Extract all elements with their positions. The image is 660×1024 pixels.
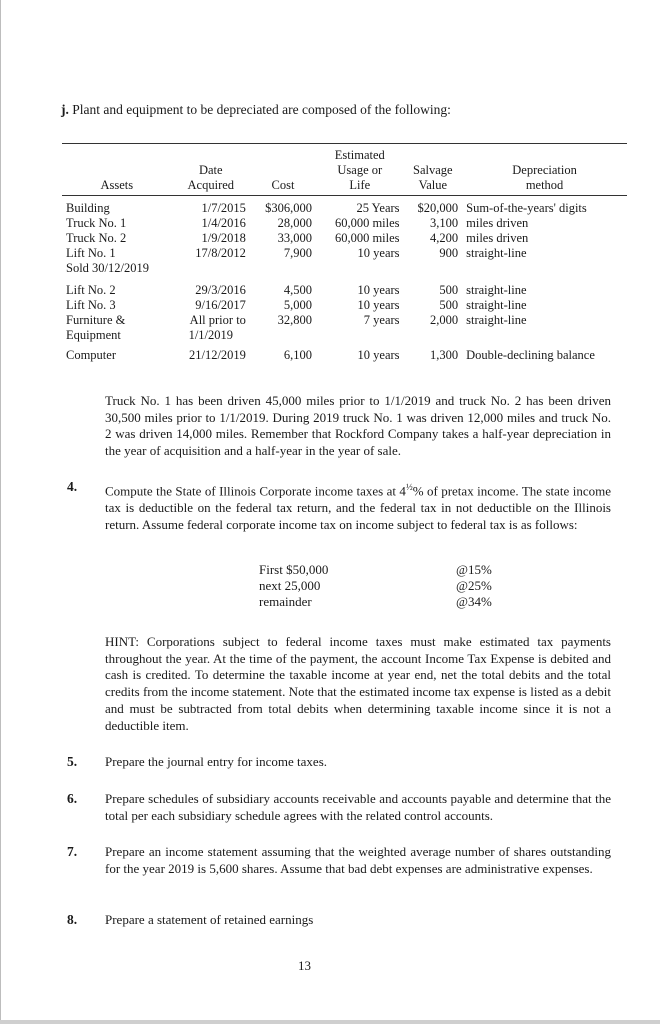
header-assets: Assets bbox=[62, 144, 172, 196]
cell-salvage bbox=[404, 261, 463, 276]
cell-life: 60,000 miles bbox=[334, 216, 400, 230]
cell-cost: 28,000 bbox=[277, 216, 313, 230]
section-j-heading bbox=[61, 102, 451, 118]
cell-life: 7 years bbox=[363, 313, 400, 327]
cell-salvage: 1,300 bbox=[430, 348, 459, 362]
item-number: 8. bbox=[67, 912, 78, 927]
cell-cost: 7,900 bbox=[283, 246, 313, 260]
cell-cost bbox=[250, 261, 316, 276]
header-life: Estimated Usage or Life bbox=[316, 144, 403, 196]
bracket-label: First $50,000 bbox=[259, 562, 329, 577]
item-5-text: Prepare the journal entry for income taxes. bbox=[105, 754, 327, 769]
item-7-text: Prepare an income statement assuming that the weighted average number of shares outstanding for the year 2019 is 5,600 shares. Assume that bad debt expenses are administrative expenses. bbox=[105, 844, 611, 876]
cell-method: miles driven bbox=[466, 231, 529, 245]
table-row bbox=[62, 343, 627, 363]
table-row bbox=[62, 313, 627, 328]
assets-table bbox=[62, 143, 627, 363]
cell-date: 1/7/2015 bbox=[201, 201, 246, 215]
cell-method: miles driven bbox=[466, 216, 529, 230]
cell-salvage: 2,000 bbox=[430, 313, 459, 327]
truck-paragraph: Truck No. 1 has been driven 45,000 miles prior to 1/1/2019 and truck No. 2 has been driven 30,500 miles prior to 1/1/2019. During 2019 truck No. 1 was driven 12,000 miles and truck No. 2 was driven 14,000 miles. Remember that Rockford Company takes a half-year depreciation in the year of acquisition and a half-year in the year of sale. bbox=[105, 393, 611, 459]
hint-paragraph: HINT: Corporations subject to federal income taxes must make estimated tax payments throughout the year. At the time of the payment, the account Income Tax Expense is debited and cash is credited. To determine the taxable income at year end, net the total debits and the total credits from the income statement. Note that the estimated income tax expense is listed as a debit and must be subtracted from total debits when determining taxable income since it is not a deductible item. bbox=[105, 634, 611, 733]
cell-cost bbox=[250, 328, 316, 343]
cell-asset: Building bbox=[66, 201, 110, 215]
cell-date: 1/9/2018 bbox=[201, 231, 246, 245]
item-4-text: Compute the State of Illinois Corporate income taxes at $4^{\frac{1}{2}}\%$ of pretax income. The state income tax is deductible on the federal tax return, and the federal tax in not deductible on the Illinois return. Assume federal corporate income tax on income subject to federal tax is as follows: bbox=[105, 482, 611, 532]
cell-asset: Lift No. 2 bbox=[66, 283, 116, 297]
header-method: Depreciation method bbox=[462, 144, 627, 196]
cell-life: 10 years bbox=[357, 348, 400, 362]
cell-date: 21/12/2019 bbox=[188, 348, 246, 362]
cell-asset: Equipment bbox=[66, 328, 121, 342]
table-row bbox=[62, 298, 627, 313]
header-date: Date Acquired bbox=[172, 144, 250, 196]
cell-method bbox=[462, 328, 627, 343]
cell-salvage: 500 bbox=[439, 283, 459, 297]
cell-life: 10 years bbox=[357, 283, 400, 297]
item-number: 6. bbox=[67, 791, 78, 806]
section-text: Plant and equipment to be depreciated are composed of the following: bbox=[72, 102, 451, 117]
cell-date: 1/1/2019 bbox=[188, 328, 234, 342]
cell-asset: Computer bbox=[66, 348, 116, 362]
table-row bbox=[62, 276, 627, 298]
table-row bbox=[62, 246, 627, 261]
cell-cost: 5,000 bbox=[283, 298, 313, 312]
cell-life bbox=[316, 261, 403, 276]
cell-cost: 33,000 bbox=[277, 231, 313, 245]
cell-salvage: 500 bbox=[439, 298, 459, 312]
cell-salvage: $20,000 bbox=[417, 201, 459, 215]
cell-asset: Truck No. 2 bbox=[66, 231, 127, 245]
table-row bbox=[62, 231, 627, 246]
cell-date: 17/8/2012 bbox=[195, 246, 246, 260]
cell-asset: Lift No. 3 bbox=[66, 298, 116, 312]
table-row bbox=[62, 196, 627, 217]
cell-cost: $306,000 bbox=[265, 201, 313, 215]
cell-method: straight-line bbox=[466, 283, 527, 297]
cell-salvage: 4,200 bbox=[430, 231, 459, 245]
bracket-rate: @15% bbox=[456, 562, 492, 577]
table-header-row bbox=[62, 144, 627, 196]
header-cost: Cost bbox=[250, 144, 316, 196]
table-row bbox=[62, 261, 627, 276]
table-row bbox=[62, 216, 627, 231]
cell-date: 1/4/2016 bbox=[201, 216, 246, 230]
item-number: 4. bbox=[67, 479, 78, 494]
cell-life: 25 Years bbox=[356, 201, 400, 215]
item-8-text: Prepare a statement of retained earnings bbox=[105, 912, 314, 927]
cell-date bbox=[172, 261, 250, 276]
cell-date: 29/3/2016 bbox=[195, 283, 246, 297]
cell-cost: 6,100 bbox=[283, 348, 313, 362]
cell-method bbox=[462, 261, 627, 276]
cell-method: straight-line bbox=[466, 313, 527, 327]
cell-method: straight-line bbox=[466, 246, 527, 260]
cell-method: Double-declining balance bbox=[466, 348, 595, 362]
cell-salvage: 900 bbox=[439, 246, 459, 260]
cell-date: 9/16/2017 bbox=[195, 298, 246, 312]
cell-salvage: 3,100 bbox=[430, 216, 459, 230]
cell-asset: Lift No. 1 bbox=[66, 246, 116, 260]
cell-cost: 4,500 bbox=[283, 283, 313, 297]
bracket-rate: @34% bbox=[456, 594, 492, 609]
cell-asset: Furniture & bbox=[66, 313, 126, 327]
header-salvage: Salvage Value bbox=[404, 144, 463, 196]
cell-life: 10 years bbox=[357, 246, 400, 260]
section-label: j. bbox=[61, 102, 69, 117]
bracket-label: next 25,000 bbox=[259, 578, 321, 593]
cell-asset: Sold 30/12/2019 bbox=[66, 261, 149, 275]
item-number: 7. bbox=[67, 844, 78, 859]
cell-method: straight-line bbox=[466, 298, 527, 312]
table-row bbox=[62, 328, 627, 343]
cell-method: Sum-of-the-years' digits bbox=[466, 201, 587, 215]
item-6-text: Prepare schedules of subsidiary accounts receivable and accounts payable and determine that the total per each subsidiary schedule agrees with the related control accounts. bbox=[105, 791, 611, 823]
cell-date: All prior to bbox=[189, 313, 246, 327]
bracket-rate: @25% bbox=[456, 578, 492, 593]
cell-life bbox=[316, 328, 403, 343]
bracket-label: remainder bbox=[259, 594, 312, 609]
page-number: 13 bbox=[298, 958, 311, 973]
viewer-bottom-edge bbox=[0, 1020, 660, 1024]
cell-salvage bbox=[404, 328, 463, 343]
cell-life: 10 years bbox=[357, 298, 400, 312]
cell-cost: 32,800 bbox=[277, 313, 313, 327]
cell-asset: Truck No. 1 bbox=[66, 216, 127, 230]
cell-life: 60,000 miles bbox=[334, 231, 400, 245]
item-number: 5. bbox=[67, 754, 78, 769]
